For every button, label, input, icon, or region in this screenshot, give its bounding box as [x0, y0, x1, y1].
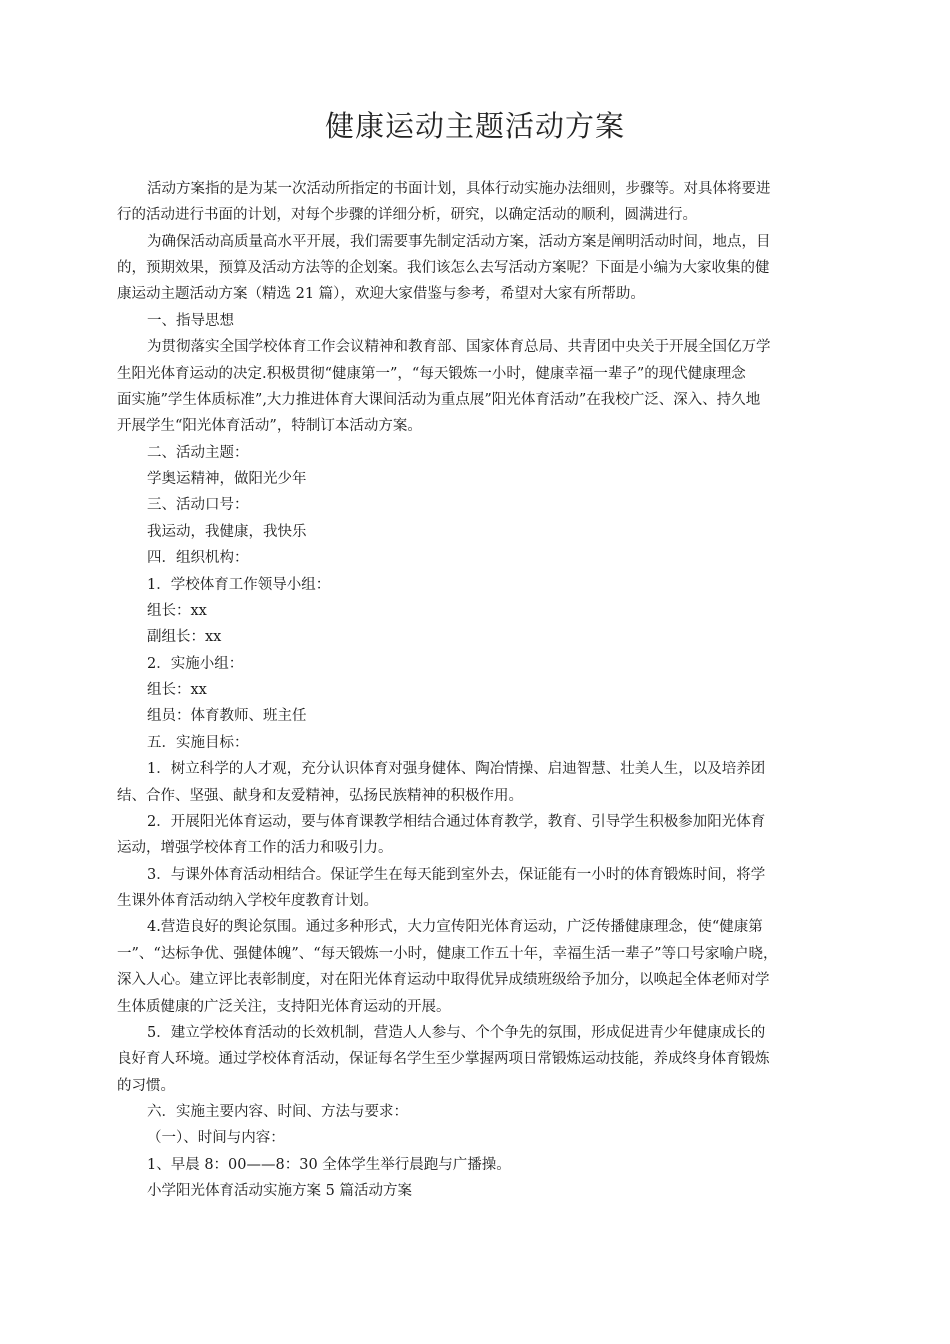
paragraph-line: 组长：xx — [147, 603, 207, 619]
paragraph-line: 组员：体育教师、班主任 — [147, 708, 307, 724]
paragraph-line: 六．实施主要内容、时间、方法与要求： — [147, 1104, 408, 1120]
paragraph-line: 4.营造良好的舆论氛围。通过多种形式，大力宣传阳光体育运动，广泛传播健康理念，使“健康第 — [147, 919, 763, 935]
paragraph-line: 运动，增强学校体育工作的活力和吸引力。 — [117, 840, 393, 856]
paragraph-line: 的习惯。 — [117, 1078, 175, 1094]
paragraph-line: 二、活动主题： — [147, 445, 249, 461]
paragraph-line: 5．建立学校体育活动的长效机制，营造人人参与、个个争先的氛围，形成促进青少年健康成长的 — [147, 1025, 766, 1041]
paragraph-line: 1、早晨 8：00——8：30 全体学生举行晨跑与广播操。 — [147, 1157, 511, 1173]
paragraph-line: 三、活动口号： — [147, 497, 249, 513]
paragraph-line: 1．树立科学的人才观，充分认识体育对强身健体、陶冶情操、启迪智慧、壮美人生，以及培养团 — [147, 761, 766, 777]
paragraph-line: 3．与课外体育活动相结合。保证学生在每天能到室外去，保证能有一小时的体育锻炼时间，将学 — [147, 867, 766, 883]
paragraph-line: 组长：xx — [147, 682, 207, 698]
paragraph-line: 四．组织机构： — [147, 550, 249, 566]
paragraph-line: 生体质健康的广泛关注，支持阳光体育运动的开展。 — [117, 999, 451, 1015]
paragraph-line: 开展学生“阳光体育活动”，特制订本活动方案。 — [117, 418, 422, 434]
paragraph-line: 结、合作、坚强、献身和友爱精神，弘扬民族精神的积极作用。 — [117, 788, 523, 804]
paragraph-line: 深入人心。建立评比表彰制度，对在阳光体育运动中取得优异成绩班级给予加分，以唤起全体老师对学 — [117, 972, 770, 988]
paragraph-line: 面实施”学生体质标准”,大力推进体育大课间活动为重点展”阳光体育活动”在我校广泛、深入、持久地 — [117, 392, 761, 408]
paragraph-line: 一”、“达标争优、强健体魄”、“每天锻炼一小时，健康工作五十年，幸福生活一辈子”等口号家喻户晓， — [117, 946, 778, 962]
paragraph-line: 良好育人环境。通过学校体育活动，保证每名学生至少掌握两项日常锻炼运动技能，养成终身体育锻炼 — [117, 1051, 770, 1067]
paragraph-line: 一、指导思想 — [147, 313, 234, 329]
paragraph-line: 我运动，我健康，我快乐 — [147, 524, 307, 540]
paragraph-line: 为确保活动高质量高水平开展，我们需要事先制定活动方案，活动方案是阐明活动时间，地点，目 — [147, 234, 771, 250]
paragraph-line: 副组长：xx — [147, 629, 222, 645]
paragraph-line: （一）、时间与内容： — [147, 1130, 285, 1146]
paragraph-line: 五．实施目标： — [147, 735, 249, 751]
paragraph-line: 的，预期效果，预算及活动方法等的企划案。我们该怎么去写活动方案呢？下面是小编为大家收集的健 — [117, 260, 770, 276]
paragraph-line: 生课外体育活动纳入学校年度教育计划。 — [117, 893, 378, 909]
paragraph-line: 2．开展阳光体育运动，要与体育课教学相结合通过体育教学，教育、引导学生积极参加阳光体育 — [147, 814, 766, 830]
paragraph-line: 活动方案指的是为某一次活动所指定的书面计划，具体行动实施办法细则，步骤等。对具体将要进 — [147, 181, 771, 197]
paragraph-line: 行的活动进行书面的计划，对每个步骤的详细分析，研究，以确定活动的顺利，圆满进行。 — [117, 207, 697, 223]
paragraph-line: 1．学校体育工作领导小组： — [147, 577, 331, 593]
document-title: 健康运动主题活动方案 — [324, 109, 625, 143]
paragraph-line: 为贯彻落实全国学校体育工作会议精神和教育部、国家体育总局、共青团中央关于开展全国亿万学 — [147, 339, 771, 355]
paragraph-line: 生阳光体育运动的决定.积极贯彻“健康第一”，“每天锻炼一小时，健康幸福一辈子”的现代健康理念 — [117, 366, 746, 382]
paragraph-line: 小学阳光体育活动实施方案 5 篇活动方案 — [147, 1183, 412, 1199]
paragraph-line: 学奥运精神，做阳光少年 — [147, 471, 307, 487]
paragraph-line: 2．实施小组： — [147, 656, 244, 672]
paragraph-line: 康运动主题活动方案（精选 21 篇），欢迎大家借鉴与参考，希望对大家有所帮助。 — [117, 286, 645, 302]
